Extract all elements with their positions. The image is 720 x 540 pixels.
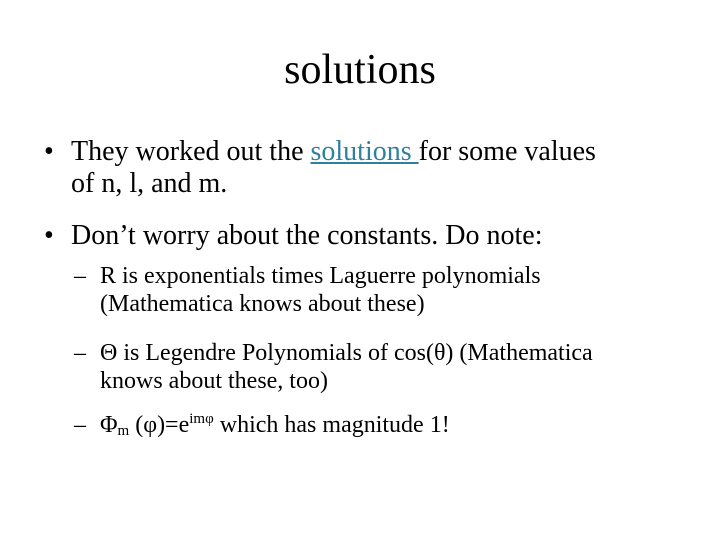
bullet-marker: • — [44, 220, 54, 251]
bullet-text-end: for some values — [418, 136, 596, 167]
solutions-link[interactable]: solutions — [310, 136, 419, 167]
bullet-text: Don’t worry about the constants. Do note: — [71, 220, 543, 251]
bullet-text-line2: of n, l, and m. — [71, 168, 228, 199]
sub-bullet-line1: R is exponentials times Laguerre polynomials — [100, 263, 541, 289]
dash-marker: – — [74, 412, 86, 438]
sub-bullet-line2: (Mathematica knows about these) — [100, 291, 425, 317]
dash-marker: – — [74, 263, 86, 289]
bullet-text-start: They worked out the — [71, 136, 311, 167]
bullet-text — [71, 136, 711, 200]
slide-title: solutions — [284, 47, 436, 93]
bullet-marker: • — [44, 136, 54, 167]
dash-marker: – — [74, 340, 86, 366]
phi-subscript: m — [117, 423, 130, 439]
sub-bullet-text — [100, 262, 700, 318]
phi-symbol: Φ — [100, 412, 118, 438]
sub-bullet-line2: knows about these, too) — [100, 368, 328, 394]
phi-formula: (φ)=e — [129, 412, 190, 438]
phi-description: which has magnitude 1! — [213, 412, 450, 438]
exponent-superscript: imφ — [189, 411, 214, 427]
sub-bullet-line1: Θ is Legendre Polynomials of cos(θ) (Mathematica — [100, 340, 593, 366]
sub-bullet-text — [100, 339, 700, 395]
sub-bullet-text — [100, 411, 700, 439]
